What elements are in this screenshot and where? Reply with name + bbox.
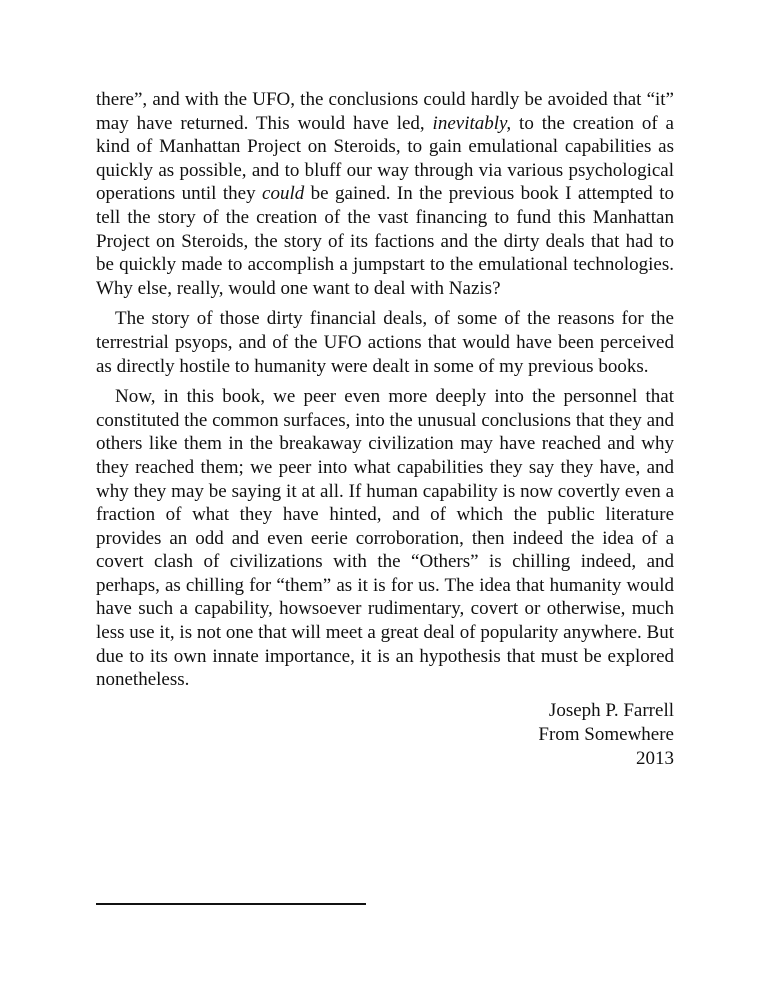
signature-year: 2013 [636,747,674,769]
paragraph-text: The story of those dirty financial deals, of some of the reasons for the terrestrial psyops, and of the UFO actions that would have been perceived as directly hostile to humanity were dealt in some of my previous books. [96,308,674,377]
signature-place: From Somewhere [538,723,674,745]
paragraph-1 [96,88,674,300]
paragraph-text: there”, and with the UFO, the conclusions could hardly be avoided that “it” may have returned. This would have led, [96,89,674,134]
paragraph-text: Now, in this book, we peer even more deeply into the personnel that constituted the common surfaces, into the unusual conclusions that they and others like them in the breakaway civilization may have reached and why they reached them; we peer into what capabilities they say they have, and why they may be saying it at all. If human capability is now covertly even a fraction of what they have hinted, and of which the public literature provides an odd and even eerie corroboration, then indeed the idea of a covert clash of civilizations with the “Others” is chilling indeed, and perhaps, as chilling for “them” as it is for us. The idea that humanity would have such a capability, howsoever rudimentary, covert or otherwise, much less use it, is not one that will meet a great deal of popularity anywhere. But due to its own innate importance, it is an hypothesis that must be explored nonetheless. [96,386,674,691]
italic-text: could [262,183,305,205]
footnote-separator-rule [96,903,366,905]
paragraph-3 [96,385,674,692]
page-body [96,88,674,771]
italic-text: inevitably, [432,112,512,134]
signature-author: Joseph P. Farrell [548,699,674,721]
paragraph-text: be gained. In the previous book I attempted to tell the story of the creation of the vast financing to fund this Manhattan Project on Steroids, the story of its factions and the dirty deals that had to be quickly made to accomplish a jumpstart to the emulational technologies. Why else, really, would one want to deal with Nazis? [96,183,674,299]
paragraph-text: to the creation of a kind of Manhattan Project on Steroids, to gain emulational capabilities as quickly as possible, and to bluff our way through via various psychological operations until they [96,112,674,205]
paragraph-2 [96,307,674,378]
signature-block [96,699,674,771]
